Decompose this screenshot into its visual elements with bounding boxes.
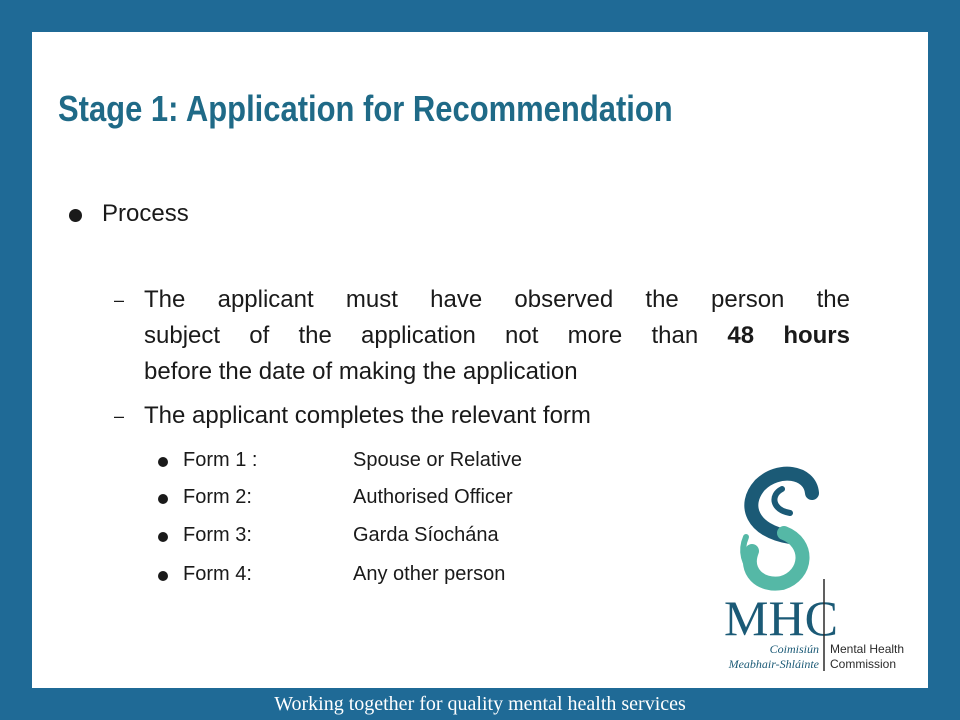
form-number: Form 1 : [183, 449, 258, 471]
bullet-dot-icon [158, 494, 168, 504]
dash-icon: – [114, 406, 125, 426]
form-number: Form 2: [183, 486, 252, 508]
observation-line-2-wrap [144, 318, 850, 354]
logo-irish-line-2: Meabhair-Shláinte [728, 657, 819, 671]
logo-letters: MHC [724, 590, 838, 646]
form-description: Any other person [353, 563, 506, 585]
form-description: Garda Síochána [353, 524, 499, 546]
bullet-dot-icon [158, 457, 168, 467]
bullet-process-label: Process [102, 200, 189, 227]
bullet-dot-icon [69, 209, 82, 222]
form-number: Form 4: [183, 563, 252, 585]
mhc-symbol-icon [743, 474, 812, 584]
slide-title: Stage 1: Application for Recommendation [58, 88, 673, 129]
bullet-dot-icon [158, 532, 168, 542]
observation-line-1: The applicant must have observed the person the [144, 286, 850, 313]
observation-emphasis: 48 hours [727, 322, 850, 349]
logo-irish-line-1: Coimisiún [769, 642, 819, 656]
form-description: Spouse or Relative [353, 449, 522, 471]
form-number: Form 3: [183, 524, 252, 546]
form-description: Authorised Officer [353, 486, 513, 508]
logo-english-line-1: Mental Health [830, 642, 905, 656]
observation-line-3: before the date of making the application [144, 358, 578, 385]
footer-tagline: Working together for quality mental health services [274, 693, 686, 715]
completes-form-text: The applicant completes the relevant form [144, 402, 591, 429]
mhc-logo [682, 465, 912, 680]
observation-line-2: subject of the application not more than [144, 322, 728, 349]
bullet-dot-icon [158, 571, 168, 581]
observation-text [144, 282, 850, 390]
logo-english-line-2: Commission [830, 657, 897, 671]
dash-icon: – [114, 290, 125, 310]
